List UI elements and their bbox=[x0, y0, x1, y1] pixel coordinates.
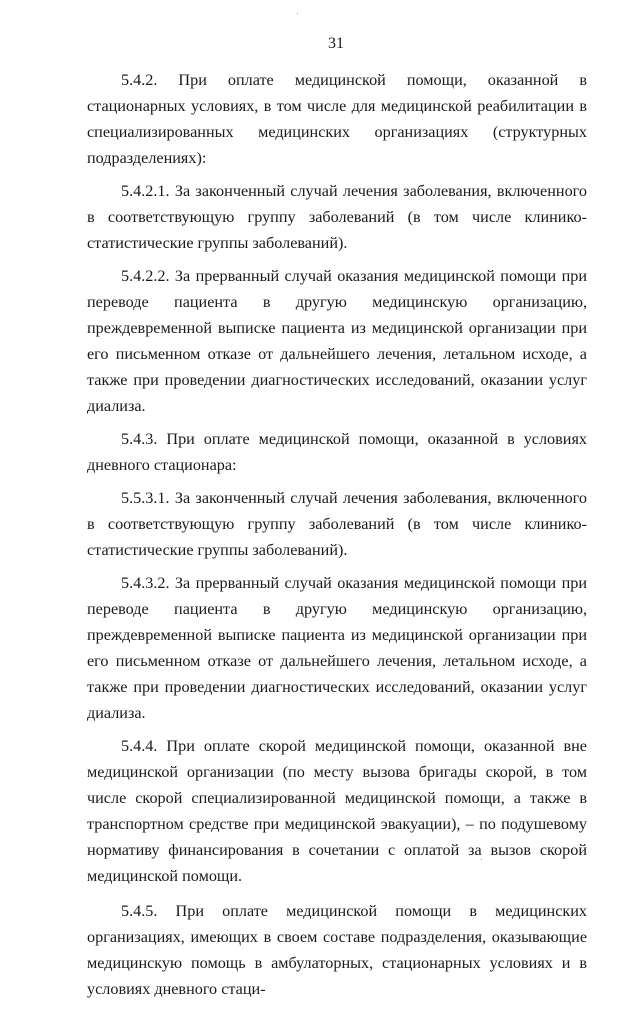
paragraph-5-5-3-1: 5.5.3.1. За законченный случай лечения заболевания, включенного в соответствующую группу заболеваний (в том числе клинико-статистические группы заболеваний). bbox=[87, 489, 587, 559]
paragraph-5-4-4: 5.4.4. При оплате скорой медицинской помощи, оказанной вне медицинской организации (по месту вызова бригады скорой, в том числе скорой специализированной медицинской помощи, а также в транспортном средстве при медицинской эвакуации), – по подушевому нормативу финансирования в сочетании с оплатой за вызов скорой медицинской помощи. bbox=[87, 737, 587, 885]
paragraph-5-4-3: 5.4.3. При оплате медицинской помощи, оказанной в условиях дневного стационара: bbox=[87, 430, 587, 474]
scan-speck bbox=[297, 13, 298, 14]
scan-speck bbox=[481, 859, 482, 860]
paragraph-5-4-2-2: 5.4.2.2. За прерванный случай оказания медицинской помощи при переводе пациента в другую медицинскую организацию, преждевременной выписке пациента из медицинской организации при его письменном отказе от дальнейшего лечения, летальном исходе, а также при проведении диагностических исследований, оказании услуг диализа. bbox=[87, 267, 587, 415]
paragraph-5-4-2-1: 5.4.2.1. За законченный случай лечения заболевания, включенного в соответствующую группу заболеваний (в том числе клинико-статистические группы заболеваний). bbox=[87, 182, 587, 252]
paragraph-5-4-5: 5.4.5. При оплате медицинской помощи в медицинских организациях, имеющих в своем составе подразделения, оказывающие медицинскую помощь в амбулаторных, стационарных условиях и в условиях дневного стаци- bbox=[87, 902, 587, 998]
page-number: 31 bbox=[328, 35, 344, 52]
paragraph-5-4-3-2: 5.4.3.2. За прерванный случай оказания медицинской помощи при переводе пациента в другую медицинскую организацию, преждевременной выписке пациента из медицинской организации при его письменном отказе от дальнейшего лечения, летальном исходе, а также при проведении диагностических исследований, оказании услуг диализа. bbox=[87, 574, 587, 722]
document-body bbox=[87, 67, 587, 1009]
paragraph-5-4-2: 5.4.2. При оплате медицинской помощи, оказанной в стационарных условиях, в том числе для медицинской реабилитации в специализированных медицинских организациях (структурных подразделениях): bbox=[87, 71, 587, 167]
